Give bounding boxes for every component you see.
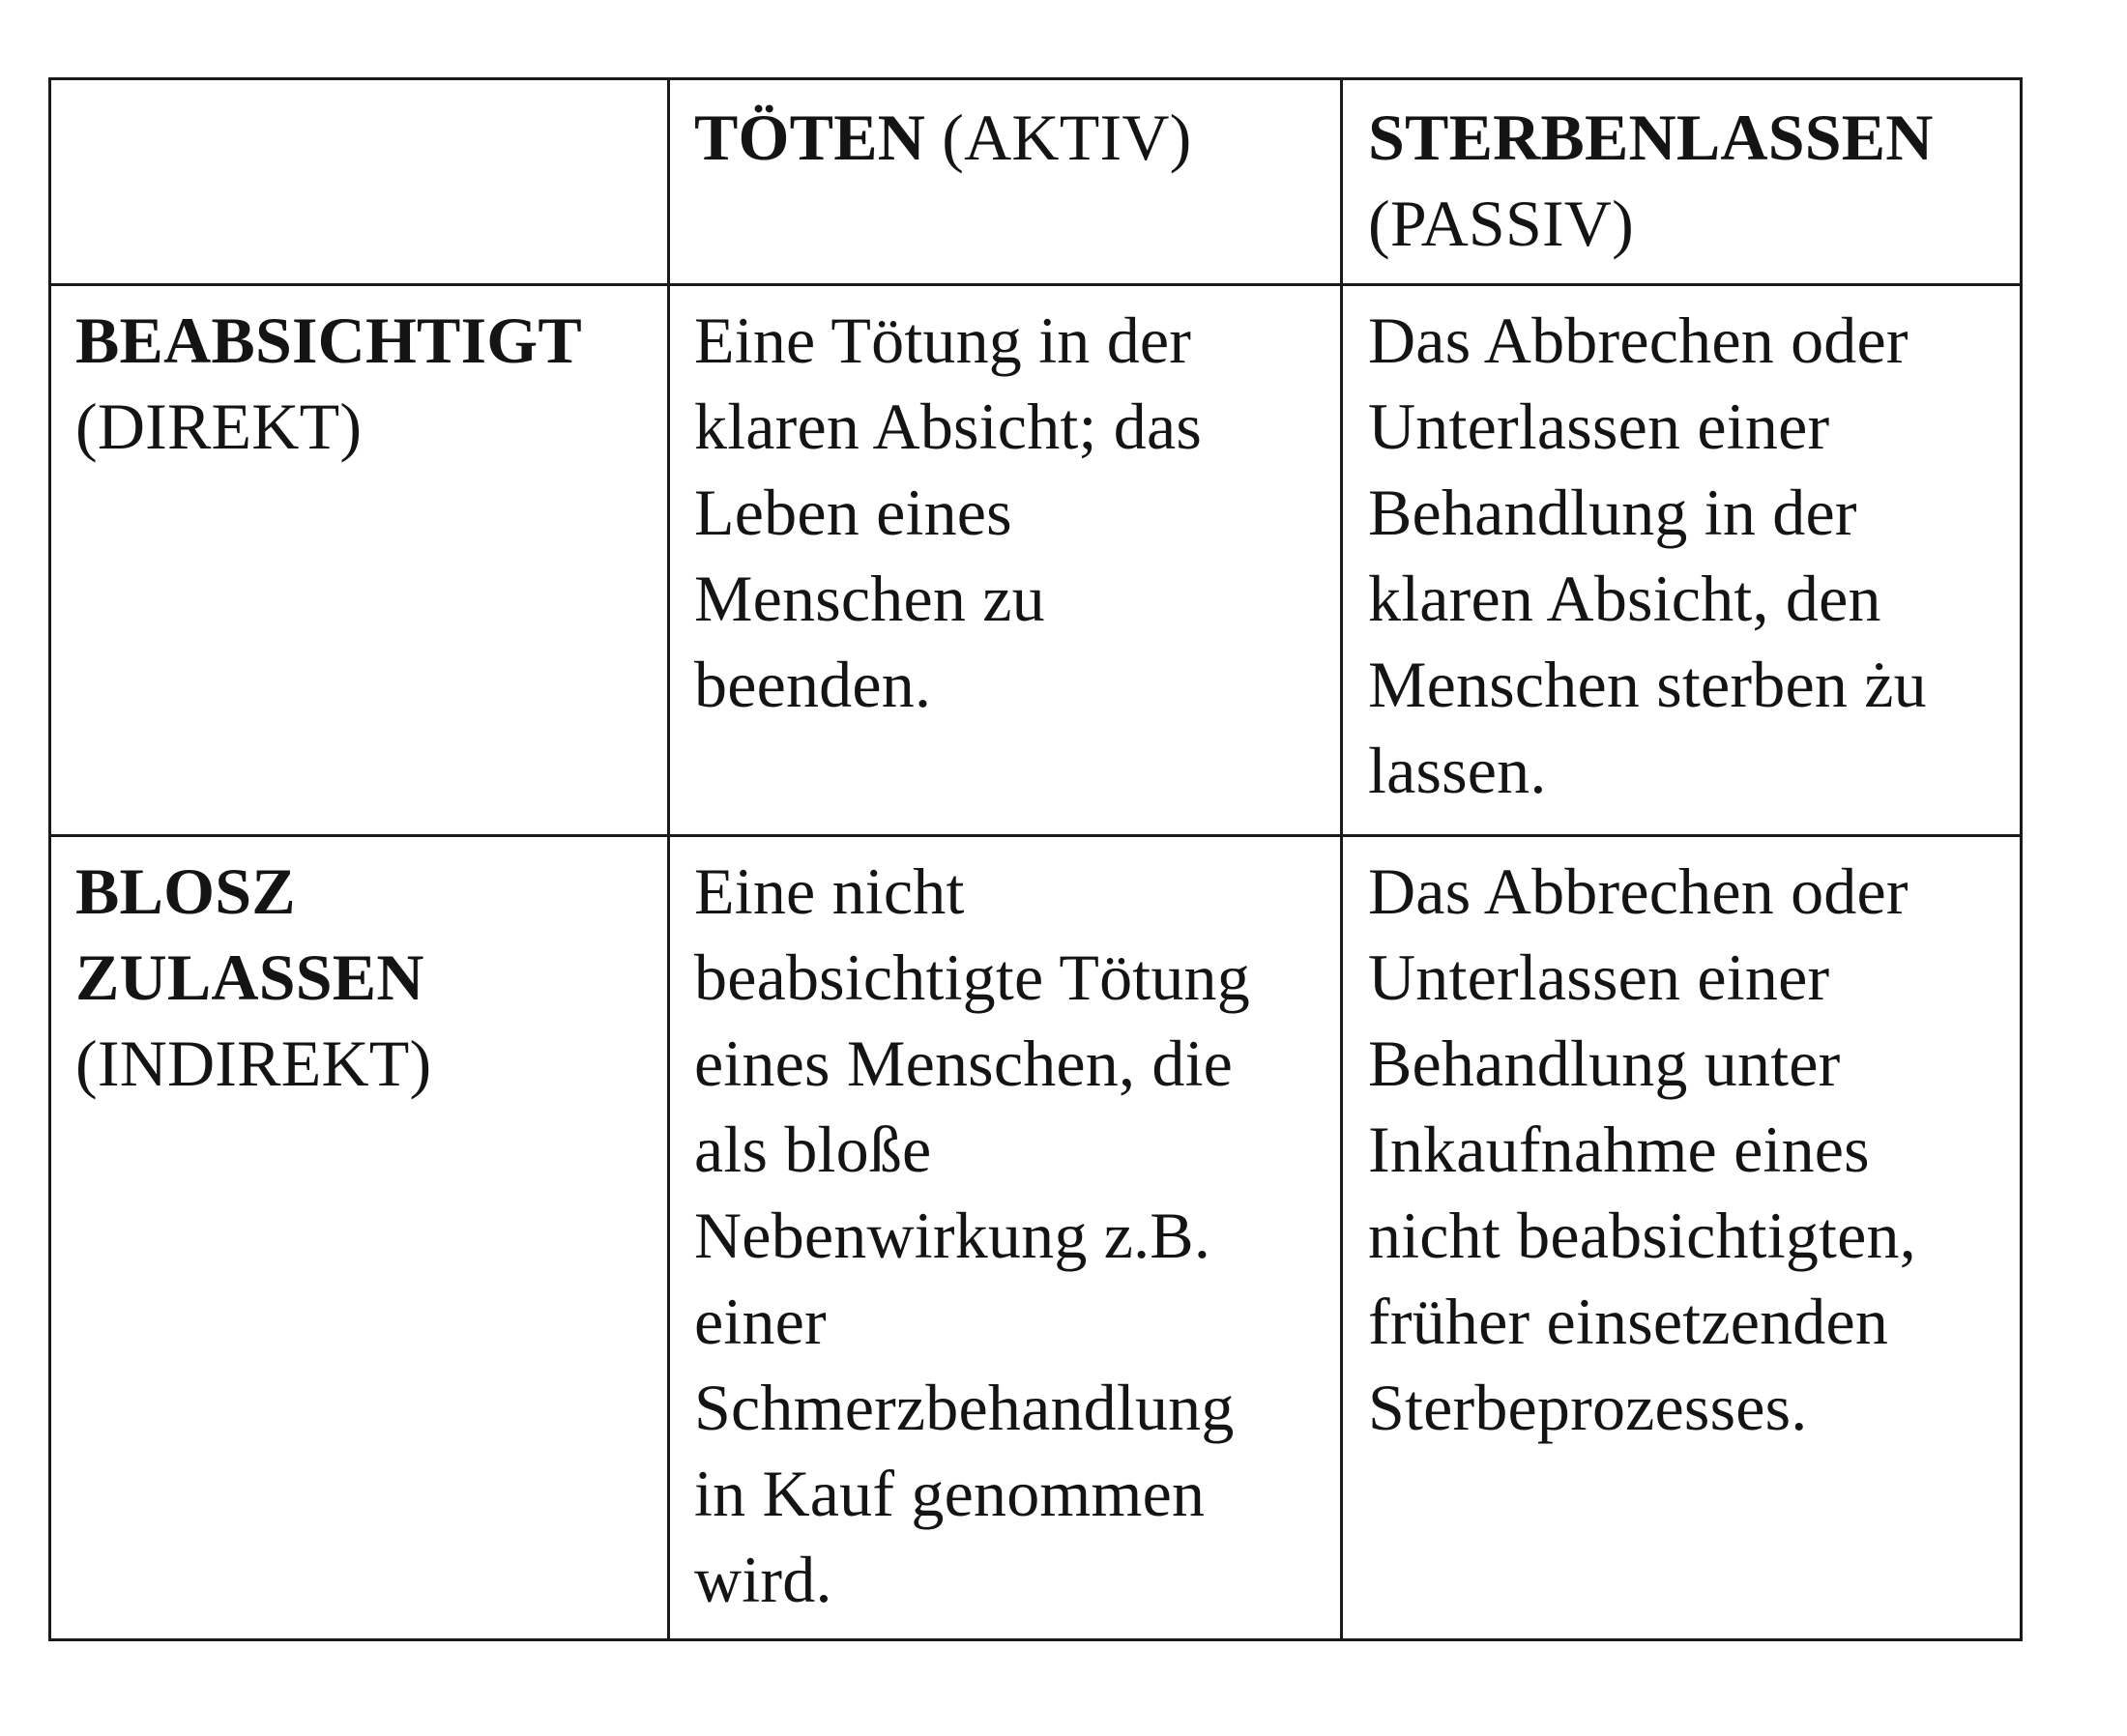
row-label-title: BLOSZ	[75, 854, 296, 928]
text-line: Behandlung unter	[1368, 1027, 1841, 1100]
text-line: Nebenwirkung z.B.	[694, 1199, 1211, 1272]
text-line: in Kauf genommen	[694, 1457, 1206, 1530]
text-line: Menschen zu	[694, 562, 1045, 635]
cell-intended-active	[694, 298, 1332, 728]
text-line: Das Abbrechen oder	[1368, 854, 1908, 928]
text-line: Eine nicht	[694, 854, 965, 928]
row-label-intended	[75, 298, 656, 470]
text-line: lassen.	[1368, 734, 1547, 807]
header-active-title: TÖTEN	[694, 101, 926, 174]
row-label-allowed	[75, 849, 656, 1107]
text-line: Schmerzbehandlung	[694, 1371, 1235, 1444]
row-divider	[51, 283, 2020, 286]
text-line: klaren Absicht, den	[1368, 562, 1881, 635]
cell-intended-passive	[1368, 298, 2016, 814]
text-line: nicht beabsichtigten,	[1368, 1199, 1916, 1272]
ethics-matrix-table	[48, 77, 2023, 1641]
column-divider	[1340, 80, 1343, 1638]
text-line: Behandlung in der	[1368, 476, 1857, 549]
row-divider	[51, 834, 2020, 837]
text-line: früher einsetzenden	[1368, 1285, 1889, 1358]
text-line: beenden.	[694, 648, 932, 721]
header-passive-qualifier: (PASSIV)	[1368, 187, 1634, 260]
cell-allowed-passive	[1368, 849, 2016, 1451]
text-line: als bloße	[694, 1113, 932, 1186]
column-divider	[667, 80, 670, 1638]
text-line: Inkaufnahme eines	[1368, 1113, 1870, 1186]
text-line: Unterlassen einer	[1368, 390, 1830, 463]
header-passive-title: STERBENLASSEN	[1368, 101, 1934, 174]
text-line: Unterlassen einer	[1368, 940, 1830, 1014]
row-label-qualifier: (INDIREKT)	[75, 1027, 432, 1100]
text-line: Menschen sterben żu	[1368, 648, 1927, 721]
header-cell-passive	[1368, 95, 2016, 267]
header-active-qualifier: (AKTIV)	[942, 101, 1192, 174]
text-line: eines Menschen, die	[694, 1027, 1234, 1100]
row-label-title: ZULASSEN	[75, 940, 424, 1014]
text-line: Leben eines	[694, 476, 1012, 549]
text-line: beabsichtigte Tötung	[694, 940, 1250, 1014]
cell-allowed-active	[694, 849, 1332, 1623]
row-label-qualifier: (DIREKT)	[75, 390, 363, 463]
header-cell-active	[694, 95, 1332, 181]
text-line: Das Abbrechen oder	[1368, 304, 1908, 377]
text-line: wird.	[694, 1543, 832, 1616]
row-label-title: BEABSICHTIGT	[75, 304, 582, 377]
text-line: einer	[694, 1285, 827, 1358]
text-line: Sterbeprozesses.	[1368, 1371, 1808, 1444]
text-line: Eine Tötung in der	[694, 304, 1192, 377]
text-line: klaren Absicht; das	[694, 390, 1203, 463]
